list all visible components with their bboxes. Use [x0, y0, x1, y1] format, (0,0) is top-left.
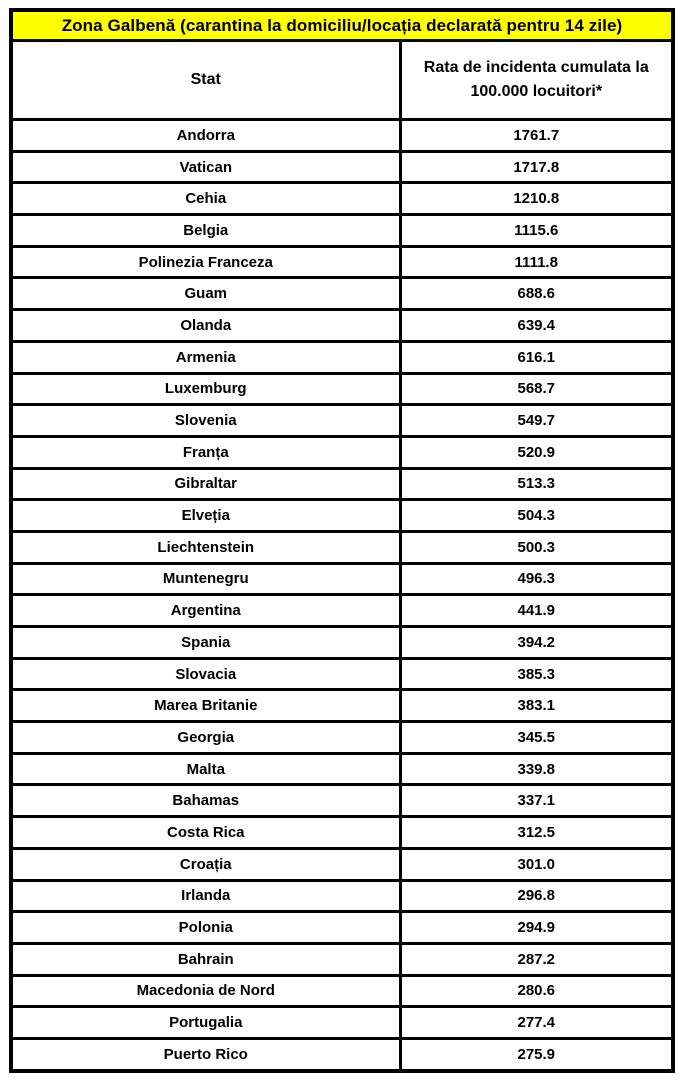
table-row: [11, 500, 673, 532]
stat-cell: Georgia: [11, 722, 400, 754]
stat-cell: Elveția: [11, 500, 400, 532]
table-row: [11, 215, 673, 247]
table-row: [11, 880, 673, 912]
table-row: [11, 943, 673, 975]
stat-cell: Malta: [11, 753, 400, 785]
table-row: [11, 531, 673, 563]
stat-cell: Bahamas: [11, 785, 400, 817]
rate-cell: 312.5: [400, 817, 673, 849]
rate-cell: 385.3: [400, 658, 673, 690]
rate-cell: 688.6: [400, 278, 673, 310]
stat-cell: Slovenia: [11, 405, 400, 437]
stat-cell: Luxemburg: [11, 373, 400, 405]
table-header-row: [11, 41, 673, 120]
table-row: [11, 183, 673, 215]
stat-cell: Liechtenstein: [11, 531, 400, 563]
rate-cell: 296.8: [400, 880, 673, 912]
table-row: [11, 1007, 673, 1039]
stat-cell: Cehia: [11, 183, 400, 215]
table-row: [11, 785, 673, 817]
rate-cell: 294.9: [400, 912, 673, 944]
rate-cell: 616.1: [400, 341, 673, 373]
rate-cell: 1210.8: [400, 183, 673, 215]
column-header-rate: Rata de incidenta cumulata la 100.000 locuitori*: [400, 41, 673, 120]
rate-cell: 339.8: [400, 753, 673, 785]
table-row: [11, 310, 673, 342]
table-row: [11, 436, 673, 468]
stat-cell: Slovacia: [11, 658, 400, 690]
table-row: [11, 246, 673, 278]
table-row: [11, 563, 673, 595]
stat-cell: Andorra: [11, 120, 400, 152]
rate-cell: 1717.8: [400, 151, 673, 183]
rate-cell: 345.5: [400, 722, 673, 754]
column-header-stat: Stat: [11, 41, 400, 120]
rate-cell: 275.9: [400, 1038, 673, 1070]
rate-cell: 1761.7: [400, 120, 673, 152]
table-row: [11, 405, 673, 437]
table-row: [11, 817, 673, 849]
rate-cell: 1111.8: [400, 246, 673, 278]
table-row: [11, 658, 673, 690]
stat-cell: Costa Rica: [11, 817, 400, 849]
rate-cell: 383.1: [400, 690, 673, 722]
table-title-row: [11, 10, 673, 41]
table-row: [11, 848, 673, 880]
table-row: [11, 373, 673, 405]
rate-cell: 520.9: [400, 436, 673, 468]
rate-cell: 394.2: [400, 627, 673, 659]
rate-cell: 639.4: [400, 310, 673, 342]
stat-cell: Olanda: [11, 310, 400, 342]
stat-cell: Muntenegru: [11, 563, 400, 595]
rate-cell: 1115.6: [400, 215, 673, 247]
rate-cell: 504.3: [400, 500, 673, 532]
stat-cell: Vatican: [11, 151, 400, 183]
rate-cell: 496.3: [400, 563, 673, 595]
stat-cell: Belgia: [11, 215, 400, 247]
stat-cell: Croația: [11, 848, 400, 880]
table-row: [11, 278, 673, 310]
stat-cell: Marea Britanie: [11, 690, 400, 722]
table-title: Zona Galbenă (carantina la domiciliu/locația declarată pentru 14 zile): [11, 10, 673, 41]
stat-cell: Portugalia: [11, 1007, 400, 1039]
table-row: [11, 1038, 673, 1070]
table-row: [11, 753, 673, 785]
table-row: [11, 690, 673, 722]
table-row: [11, 627, 673, 659]
table-row: [11, 975, 673, 1007]
rate-cell: 277.4: [400, 1007, 673, 1039]
stat-cell: Irlanda: [11, 880, 400, 912]
table-row: [11, 912, 673, 944]
stat-cell: Guam: [11, 278, 400, 310]
stat-cell: Franța: [11, 436, 400, 468]
table-row: [11, 468, 673, 500]
rate-cell: 568.7: [400, 373, 673, 405]
table-row: [11, 341, 673, 373]
rate-cell: 280.6: [400, 975, 673, 1007]
stat-cell: Puerto Rico: [11, 1038, 400, 1070]
table-row: [11, 595, 673, 627]
rate-cell: 301.0: [400, 848, 673, 880]
table-row: [11, 120, 673, 152]
stat-cell: Argentina: [11, 595, 400, 627]
stat-cell: Polinezia Franceza: [11, 246, 400, 278]
rate-cell: 337.1: [400, 785, 673, 817]
table-body: [11, 120, 673, 1071]
stat-cell: Bahrain: [11, 943, 400, 975]
stat-cell: Armenia: [11, 341, 400, 373]
rate-cell: 287.2: [400, 943, 673, 975]
table-row: [11, 151, 673, 183]
stat-cell: Gibraltar: [11, 468, 400, 500]
stat-cell: Macedonia de Nord: [11, 975, 400, 1007]
rate-cell: 549.7: [400, 405, 673, 437]
stat-cell: Spania: [11, 627, 400, 659]
rate-cell: 441.9: [400, 595, 673, 627]
stat-cell: Polonia: [11, 912, 400, 944]
rate-cell: 513.3: [400, 468, 673, 500]
quarantine-table: [9, 8, 675, 1073]
rate-cell: 500.3: [400, 531, 673, 563]
table-row: [11, 722, 673, 754]
